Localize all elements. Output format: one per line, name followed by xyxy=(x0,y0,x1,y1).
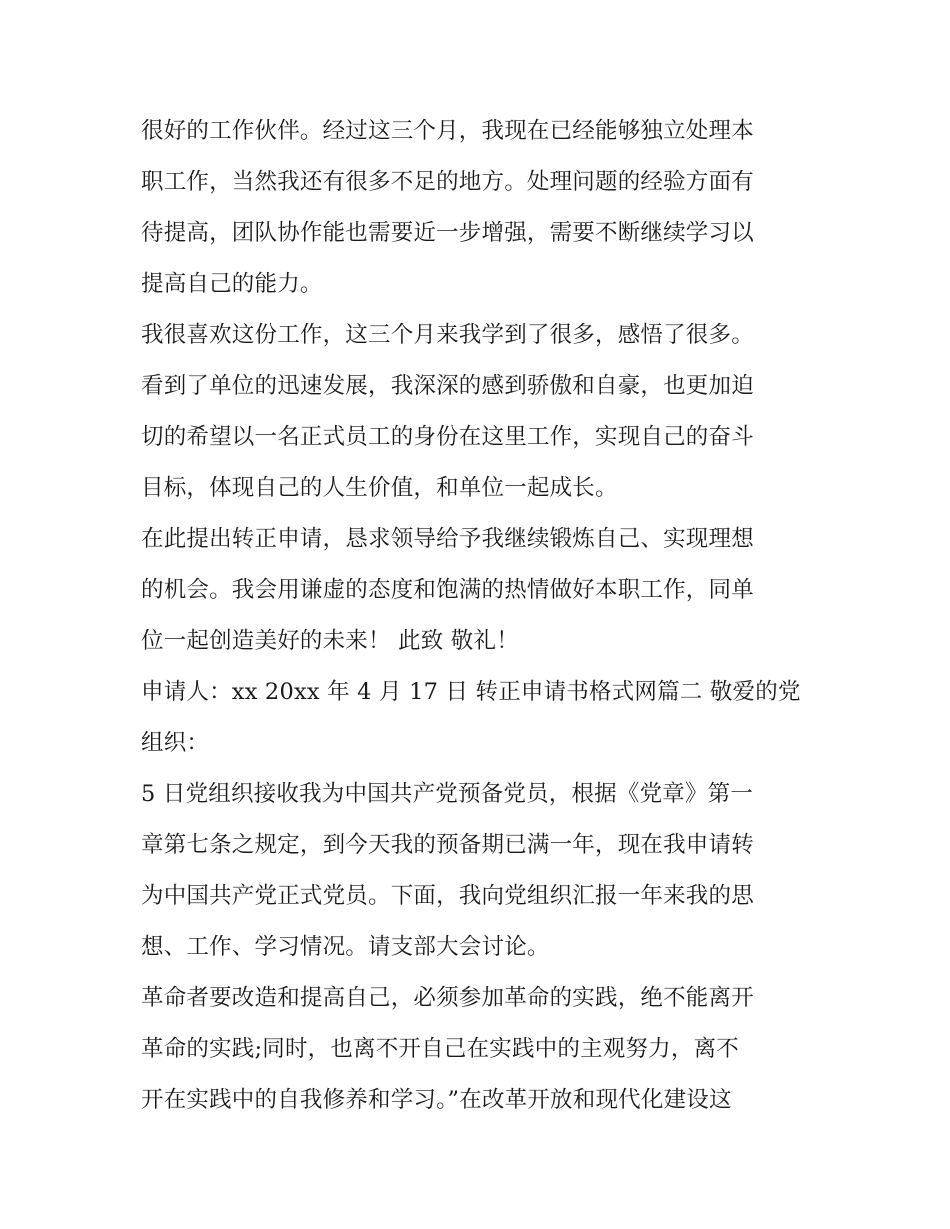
text-line: 开在实践中的自我修养和学习。”在改革开放和现代化建设这 xyxy=(141,1087,732,1113)
text-line: 我很喜欢这份工作，这三个月来我学到了很多，感悟了很多。 xyxy=(141,322,754,348)
text-line: 很好的工作伙伴。经过这三个月，我现在已经能够独立处理本 xyxy=(141,118,754,144)
text-line: 革命的实践;同时，也离不开自己在实践中的主观努力，离不 xyxy=(141,1036,739,1062)
paragraph-job-feelings xyxy=(141,310,813,514)
text-line: 章第七条之规定，到今天我的预备期已满一年，现在我申请转 xyxy=(141,832,754,858)
paragraph-revolution-practice xyxy=(141,973,813,1126)
text-line: 职工作，当然我还有很多不足的地方。处理问题的经验方面有 xyxy=(141,169,754,195)
paragraph-signature xyxy=(141,667,813,769)
paragraph-work-summary xyxy=(141,106,813,310)
text-line: 想、工作、学习情况。请支部大会讨论。 xyxy=(141,934,550,960)
text-line: 看到了单位的迅速发展，我深深的感到骄傲和自豪，也更加迫 xyxy=(141,373,754,399)
text-line: 目标，体现自己的人生价值，和单位一起成长。 xyxy=(141,475,618,501)
text-line: 位一起创造美好的未来！ 此致 敬礼！ xyxy=(141,628,519,654)
text-line: 申请人：xx 20xx 年 4 月 17 日 转正申请书格式网篇二 敬爱的党 xyxy=(141,679,801,705)
text-line: 组织： xyxy=(141,730,210,756)
document-body xyxy=(141,106,813,1126)
text-line: 在此提出转正申请，恳求领导给予我继续锻炼自己、实现理想 xyxy=(141,526,754,552)
text-line: 的机会。我会用谦虚的态度和饱满的热情做好本职工作，同单 xyxy=(141,577,754,603)
paragraph-request xyxy=(141,514,813,667)
paragraph-party-membership xyxy=(141,769,813,973)
text-line: 切的希望以一名正式员工的身份在这里工作，实现自己的奋斗 xyxy=(141,424,754,450)
text-line: 提高自己的能力。 xyxy=(141,271,323,297)
text-line: 为中国共产党正式党员。下面，我向党组织汇报一年来我的思 xyxy=(141,883,754,909)
text-line: 革命者要改造和提高自己，必须参加革命的实践，绝不能离开 xyxy=(141,985,754,1011)
text-line: 5 日党组织接收我为中国共产党预备党员，根据《党章》第一 xyxy=(141,781,754,807)
text-line: 待提高，团队协作能也需要近一步增强，需要不断继续学习以 xyxy=(141,220,754,246)
